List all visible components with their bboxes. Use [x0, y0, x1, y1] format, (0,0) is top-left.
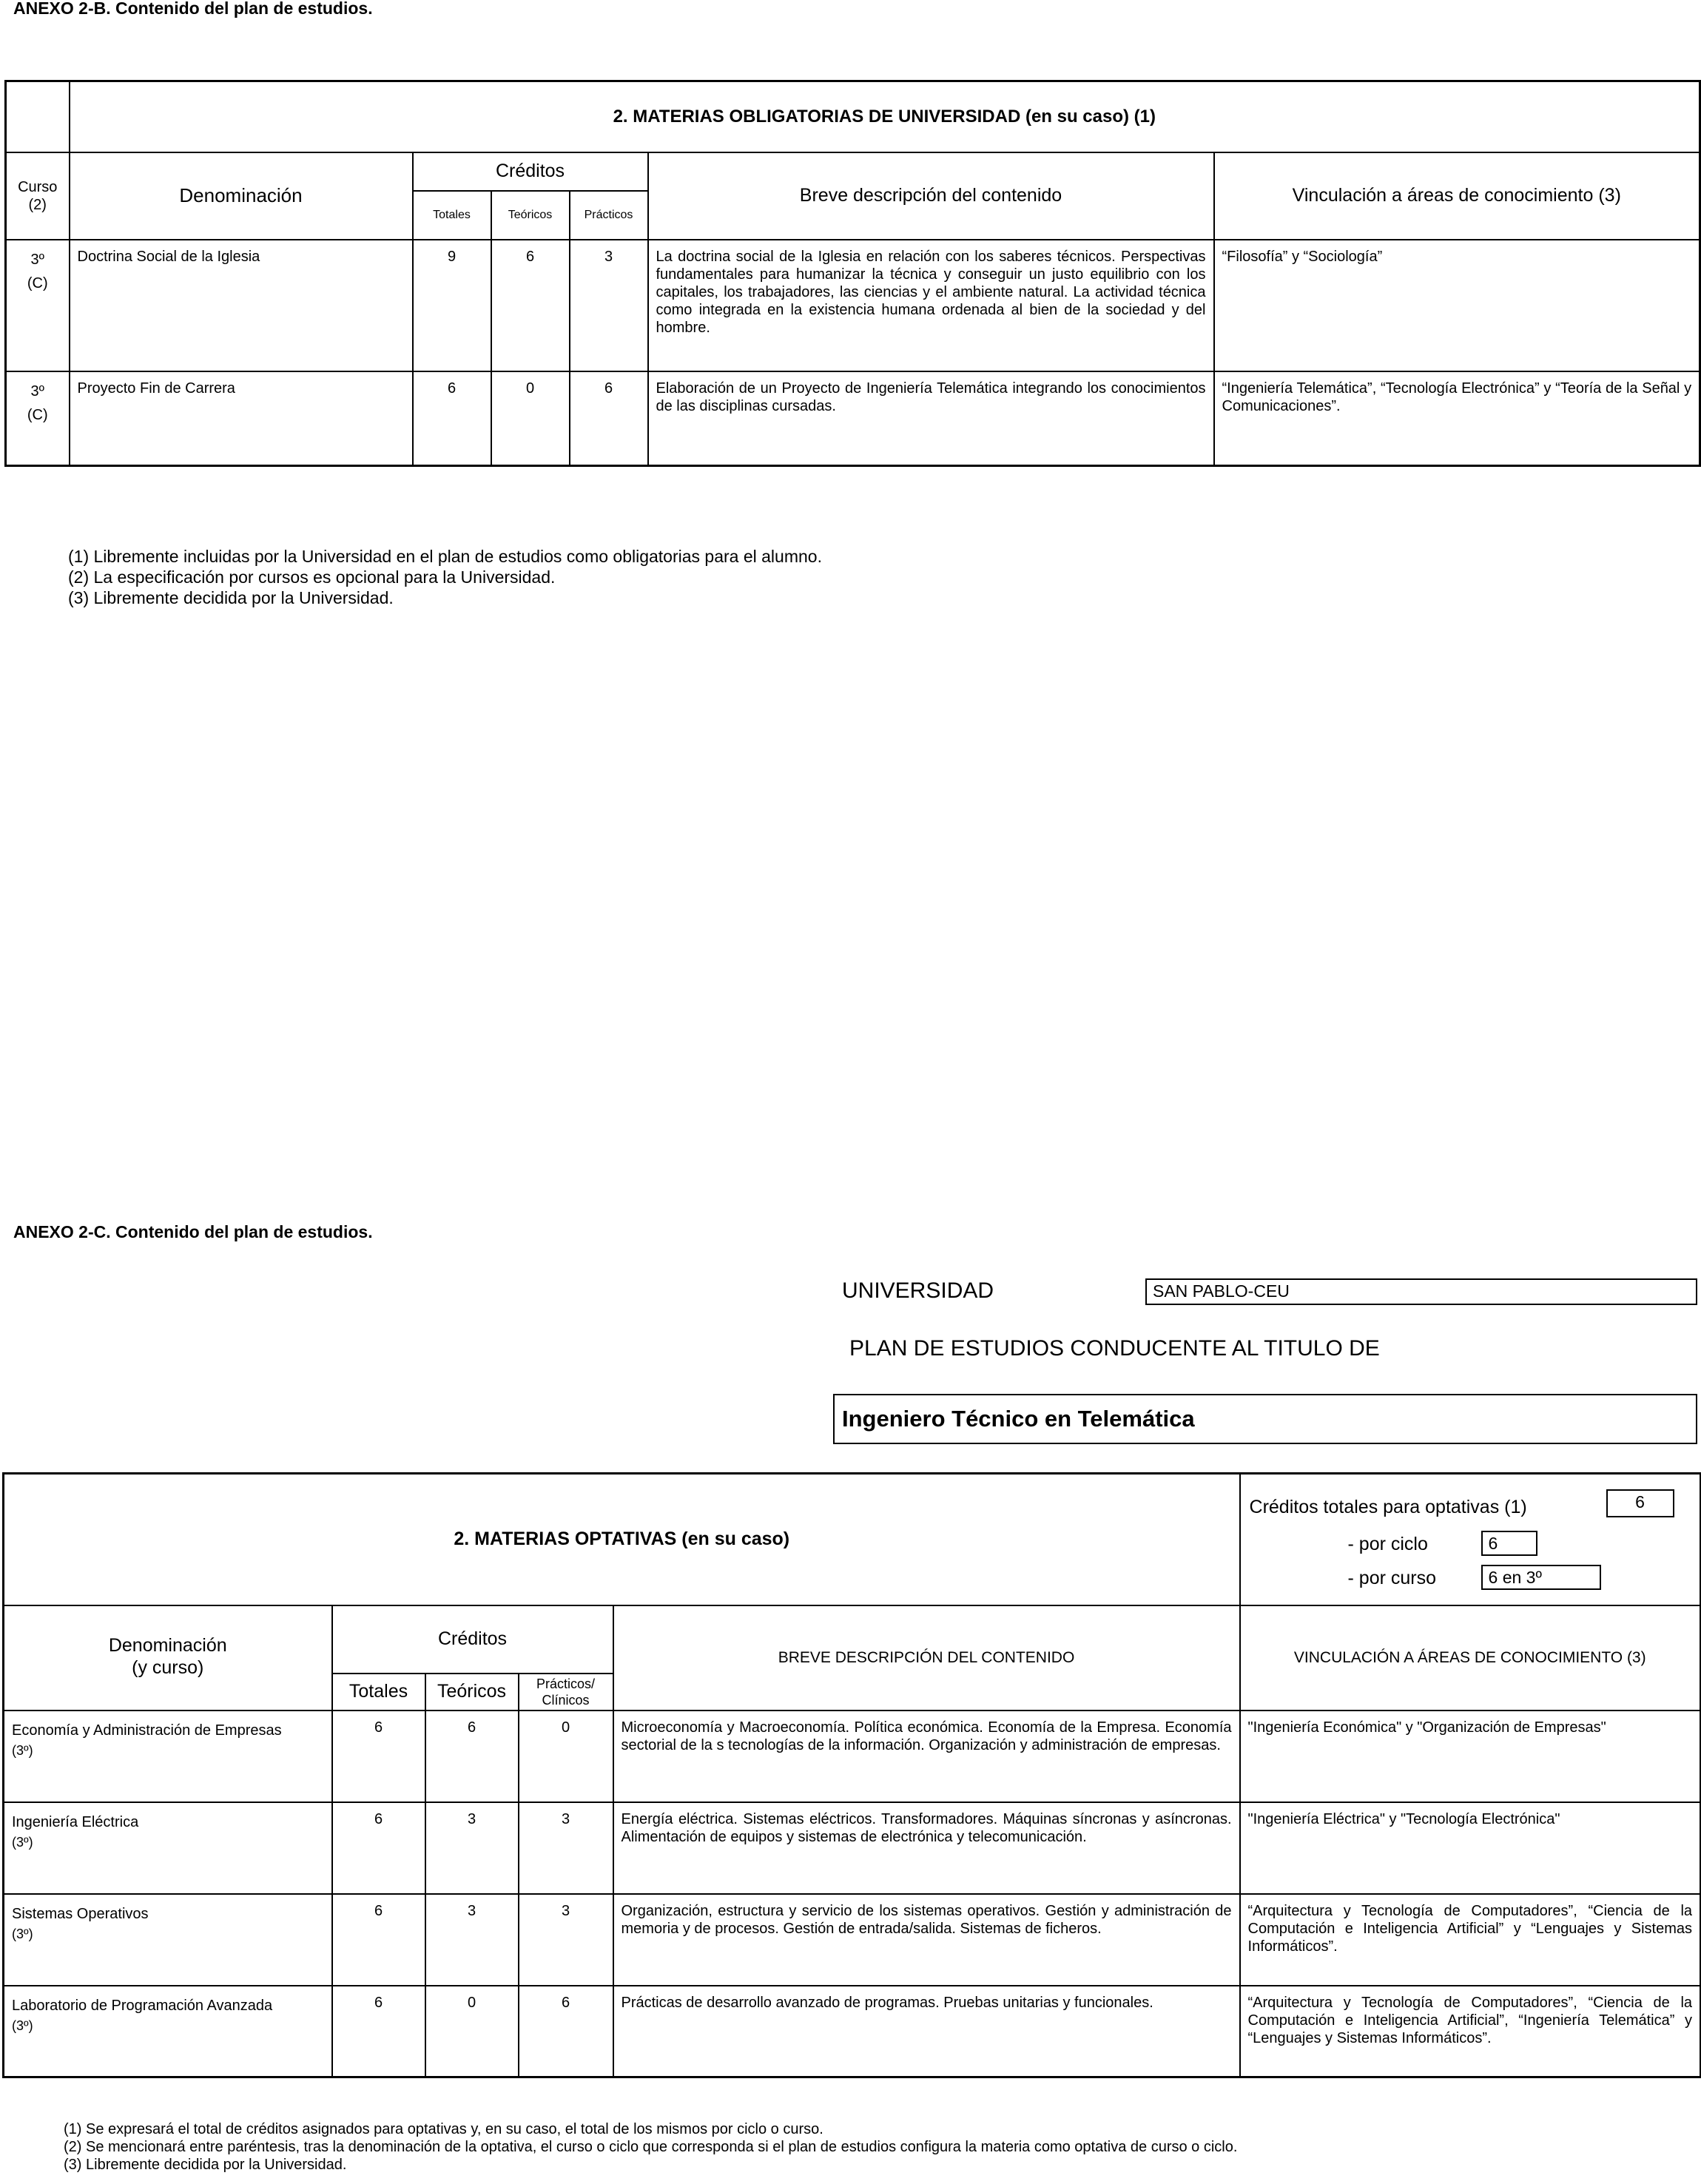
row-descripcion: Prácticas de desarrollo avanzado de programas. Pruebas unitarias y funcionales. — [613, 1986, 1240, 2077]
row-totales: 9 — [413, 240, 491, 371]
annex-c-heading: ANEXO 2-C. Contenido del plan de estudios. — [13, 1222, 373, 1241]
row-vinculacion: “Ingeniería Telemática”, “Tecnología Electrónica” y “Teoría de la Señal y Comunicaciones”. — [1214, 371, 1700, 466]
row-practicos: 3 — [519, 1894, 613, 1986]
header-y-curso: (y curso) — [132, 1656, 204, 1678]
annex-b-notes — [68, 546, 822, 608]
row-totales: 6 — [413, 371, 491, 466]
annex-c-note: (3) Libremente decidida por la Universidad. — [64, 2157, 347, 2173]
row-totales: 6 — [332, 1802, 425, 1894]
header-curso-label: Curso — [18, 178, 58, 195]
annex-c-note: (2) Se mencionará entre paréntesis, tras la denominación de la optativa, el curso o ciclo que corresponda si el plan de estudios configura la materia como optativa de curso o ciclo. — [64, 2139, 1238, 2155]
row-totales: 6 — [332, 1711, 425, 1802]
annex-c-note: (1) Se expresará el total de créditos asignados para optativas y, en su caso, el total de los mismos por ciclo o curso. — [64, 2121, 823, 2137]
header-denominacion: Denominación — [70, 152, 413, 240]
row-teoricos: 0 — [491, 371, 570, 466]
header-curso-note: (2) — [28, 196, 47, 213]
row-totales: 6 — [332, 1894, 425, 1986]
row-teoricos: 6 — [425, 1711, 519, 1802]
row-teoricos: 3 — [425, 1802, 519, 1894]
header-vinculacion: VINCULACIÓN A ÁREAS DE CONOCIMIENTO (3) — [1240, 1605, 1701, 1711]
row-totales: 6 — [332, 1986, 425, 2077]
row-curso: 3º — [30, 382, 44, 400]
annex-b-note: (2) La especificación por cursos es opcional para la Universidad. — [68, 567, 556, 587]
row-teoricos: 3 — [425, 1894, 519, 1986]
universidad-label: UNIVERSIDAD — [842, 1278, 994, 1303]
row-descripcion: Organización, estructura y servicio de los sistemas operativos. Gestión y administración de memoria y de procesos. Gestión de entrada/salida. Sistemas de ficheros. — [613, 1894, 1240, 1986]
header-denominacion — [4, 1605, 332, 1711]
row-practicos: 6 — [519, 1986, 613, 2077]
header-practicos — [519, 1674, 613, 1711]
titulo-box: Ingeniero Técnico en Telemática — [833, 1394, 1697, 1444]
row-teoricos: 0 — [425, 1986, 519, 2077]
row-practicos: 6 — [570, 371, 648, 466]
por-ciclo-value: 6 — [1481, 1531, 1537, 1556]
row-curso: 3º — [30, 251, 44, 268]
row-vinculacion: "Ingeniería Económica" y "Organización de Empresas" — [1240, 1711, 1701, 1802]
row-teoricos: 6 — [491, 240, 570, 371]
row-denominacion: Economía y Administración de Empresas — [12, 1722, 282, 1739]
annex-c-table — [2, 1472, 1701, 2078]
annex-b-note: (3) Libremente decidida por la Universidad. — [68, 588, 394, 607]
row-curso: (3º) — [12, 1926, 33, 1941]
row-vinculacion: “Arquitectura y Tecnología de Computadores”, “Ciencia de la Computación e Inteligencia Artificial”, “Ingeniería Telemática” y “Lenguajes y Sistemas Informáticos”. — [1240, 1986, 1701, 2077]
header-creditos: Créditos — [413, 152, 648, 191]
annex-c-table-title: 2. MATERIAS OPTATIVAS (en su caso) — [4, 1474, 1240, 1605]
row-vinculacion: “Arquitectura y Tecnología de Computadores”, “Ciencia de la Computación e Inteligencia Artificial” y “Lenguajes y Sistemas Informáticos”. — [1240, 1894, 1701, 1986]
por-curso-value: 6 en 3º — [1481, 1565, 1601, 1590]
creditos-totales-label: Créditos totales para optativas (1) — [1249, 1497, 1527, 1517]
table-row — [6, 371, 1700, 466]
row-vinculacion: “Filosofía” y “Sociología” — [1214, 240, 1700, 371]
row-ciclo: (C) — [27, 274, 48, 291]
annex-b-heading: ANEXO 2-B. Contenido del plan de estudios. — [13, 0, 373, 18]
header-denominacion-label: Denominación — [108, 1634, 227, 1656]
table-row — [6, 240, 1700, 371]
table-row — [4, 1711, 1701, 1802]
row-curso: (3º) — [12, 1742, 33, 1758]
row-curso: (3º) — [12, 2018, 33, 2033]
header-teoricos: Teóricos — [425, 1674, 519, 1711]
row-descripcion: Elaboración de un Proyecto de Ingeniería Telemática integrando los conocimientos de las disciplinas cursadas. — [648, 371, 1214, 466]
row-denominacion: Proyecto Fin de Carrera — [70, 371, 413, 466]
table-row — [4, 1894, 1701, 1986]
row-denominacion: Doctrina Social de la Iglesia — [70, 240, 413, 371]
header-curso — [6, 152, 70, 240]
header-descripcion: BREVE DESCRIPCIÓN DEL CONTENIDO — [613, 1605, 1240, 1711]
row-vinculacion: "Ingeniería Eléctrica" y "Tecnología Electrónica" — [1240, 1802, 1701, 1894]
table-row — [4, 1986, 1701, 2077]
annex-b-table — [4, 80, 1701, 467]
empty-corner-cell — [6, 81, 70, 152]
header-practicos: Prácticos — [570, 191, 648, 240]
header-creditos: Créditos — [332, 1605, 613, 1674]
header-descripcion: Breve descripción del contenido — [648, 152, 1214, 240]
universidad-value-box: SAN PABLO-CEU — [1145, 1278, 1697, 1305]
row-curso: (3º) — [12, 1834, 33, 1850]
annex-c-notes — [64, 2120, 1237, 2174]
header-teoricos: Teóricos — [491, 191, 570, 240]
por-curso-label: - por curso — [1347, 1568, 1436, 1588]
row-ciclo: (C) — [27, 406, 48, 423]
annex-b-note: (1) Libremente incluidas por la Universidad en el plan de estudios como obligatorias para el alumno. — [68, 547, 822, 566]
row-descripcion: Energía eléctrica. Sistemas eléctricos. Transformadores. Máquinas síncronas y asíncronas. Alimentación de equipos y sistemas de electrónica y telecomunicación. — [613, 1802, 1240, 1894]
row-practicos: 0 — [519, 1711, 613, 1802]
table-row — [4, 1802, 1701, 1894]
creditos-totales-value: 6 — [1606, 1489, 1674, 1517]
row-practicos: 3 — [570, 240, 648, 371]
plan-label: PLAN DE ESTUDIOS CONDUCENTE AL TITULO DE — [849, 1336, 1380, 1361]
header-totales: Totales — [413, 191, 491, 240]
row-denominacion: Ingeniería Eléctrica — [12, 1813, 139, 1830]
row-denominacion: Laboratorio de Programación Avanzada — [12, 1997, 273, 2014]
header-totales: Totales — [332, 1674, 425, 1711]
header-clinicos-label: Clínicos — [542, 1692, 590, 1708]
row-descripcion: La doctrina social de la Iglesia en relación con los saberes técnicos. Perspectivas fundamentales para humanizar la técnica y conseguir un justo equilibrio con los capitales, los trabajadores, las ciencias y el ambiente natural. La actividad técnica como integrada en la existencia humana ordenada al bien de la sociedad y del hombre. — [648, 240, 1214, 371]
header-vinculacion: Vinculación a áreas de conocimiento (3) — [1214, 152, 1700, 240]
row-denominacion: Sistemas Operativos — [12, 1905, 149, 1922]
row-descripcion: Microeconomía y Macroeconomía. Política económica. Economía de la Empresa. Economía sectorial de la s tecnologías de la información. Organización y administración de empresas. — [613, 1711, 1240, 1802]
por-ciclo-label: - por ciclo — [1347, 1534, 1428, 1554]
creditos-totales-cell — [1240, 1474, 1701, 1605]
annex-b-table-title: 2. MATERIAS OBLIGATORIAS DE UNIVERSIDAD (en su caso) (1) — [70, 81, 1700, 152]
header-practicos-label: Prácticos/ — [536, 1676, 596, 1691]
row-practicos: 3 — [519, 1802, 613, 1894]
